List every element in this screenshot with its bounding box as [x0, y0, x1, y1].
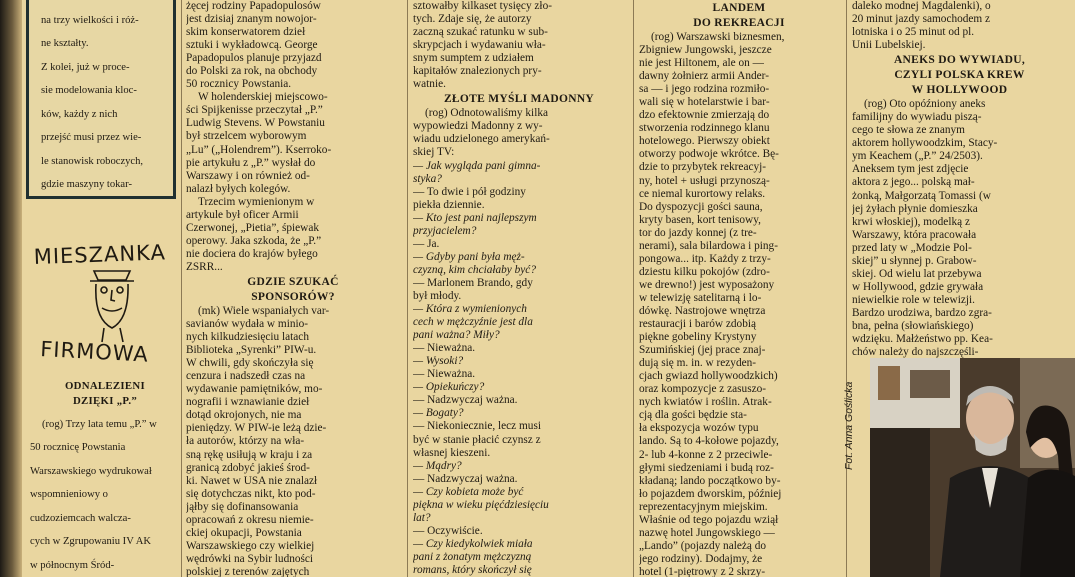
text-line: opracowań z okresu niemie-	[186, 513, 314, 526]
text-line: artykule był oficer Armii	[186, 208, 299, 221]
text-line: Zbigniew Jungowski, jeszcze	[639, 44, 772, 57]
text-line: sie modelowania kloc-	[41, 85, 137, 97]
text-line: 50 rocznicę Powstania	[30, 442, 126, 454]
text-line: niewielkie role w telewizji.	[852, 293, 975, 306]
text-line: był strzelcem wyborowym	[186, 130, 307, 143]
lando-article-body	[639, 31, 839, 577]
sponsors-article-body	[186, 305, 400, 577]
text-line: cenzura i nadszedł czas na	[186, 370, 306, 383]
answer-line: być w stanie płacić czynsz z	[413, 433, 541, 446]
text-line: operowy. Jaka szkoda, że „P.”	[186, 234, 322, 247]
text-line: wspomnieniowy o	[30, 489, 108, 501]
text-line: ła autorów, którzy na wła-	[186, 435, 305, 448]
text-line: restauracji i barów zdobią	[639, 318, 756, 331]
text-line: dawny żołnierz armii Ander-	[639, 70, 769, 83]
text-line: tor do jazdy konnej (z tre-	[639, 226, 757, 239]
text-line: ków, każdy z nich	[41, 108, 118, 120]
lando-heading-2: DO REKREACJI	[693, 17, 785, 29]
question-line: — Opiekuńczy?	[413, 381, 485, 394]
answer-line: — Nieważna.	[413, 342, 476, 355]
answer-line: — Marlonem Brando, gdy	[413, 276, 533, 289]
question-line: romans, który skończył się	[413, 563, 532, 576]
text-line: nych kwiatów i roślin. Atrak-	[639, 396, 772, 409]
text-line: Warszawskiego czy wielkiej	[186, 539, 315, 552]
answer-line: — Niekoniecznie, lecz musi	[413, 420, 541, 433]
text-line: snym sumptem z udziałem	[413, 52, 534, 65]
question-line: — Mądry?	[413, 459, 462, 472]
column-rule	[181, 0, 182, 577]
text-line: głymi siedzeniami i budą roz-	[639, 461, 774, 474]
subscription-paragraph	[413, 0, 625, 91]
question-line: czyzną, kim chciałaby być?	[413, 263, 536, 276]
column-rule	[846, 0, 847, 577]
text-line: cych w Zgrupowaniu IV AK	[30, 536, 152, 548]
text-line: dzie to przybytek rekreacyj-	[639, 161, 767, 174]
text-line: jego rodziny). Dodajmy, że	[639, 552, 763, 565]
text-line: (rog) Odnotowaliśmy kilka	[425, 107, 548, 120]
left-article-title-1: ODNALEZIENI	[64, 380, 146, 392]
text-line: Warszawy, która pracowała	[852, 228, 977, 241]
text-line: w północnym Śród-	[30, 559, 115, 571]
left-article-body	[30, 419, 180, 577]
text-line: Czerwonej, „Pietia”, śpiewak	[186, 221, 320, 234]
text-line: „Lu” („Holendrem”). Kserroko-	[186, 143, 332, 156]
text-line: Unii Lubelskiej.	[852, 39, 926, 52]
answer-line: własnej kieszeni.	[413, 446, 491, 459]
text-line: familijny do wywiadu piszą-	[852, 111, 982, 124]
photo-credit: Fot. Anna Goślicka	[843, 381, 855, 470]
question-line: — Jak wygląda pani gimna-	[413, 159, 541, 172]
text-line: otworzy podwoje wkrótce. Bę-	[639, 148, 779, 161]
text-line: chów należy do najszczęśli-	[852, 346, 979, 359]
text-line: ki. Nawet w USA nie znalazł	[186, 474, 318, 487]
answer-line: — To dwie i pół godziny	[413, 185, 526, 198]
question-line: — Która z wymienionych	[413, 303, 527, 316]
text-line: hotel (1-piętrowy z 2 skrzy-	[639, 565, 766, 577]
text-line: (rog) Oto opóźniony aneks	[864, 98, 986, 111]
question-line: — Czy kiedykolwiek miała	[413, 537, 533, 550]
text-line: pongowa... itp. Każdy z trzy-	[639, 252, 771, 265]
text-line: 2- lub 4-konne z 2 przeciwle-	[639, 448, 773, 461]
text-line: nalazł byłych kolegów.	[186, 182, 291, 195]
boxed-article-continuation	[26, 0, 176, 199]
text-line: ła ekspozycja wozów typu	[639, 422, 759, 435]
left-article	[30, 378, 180, 577]
text-line: zaczną szukać ratunku w sub-	[413, 26, 548, 39]
column-3	[413, 0, 625, 577]
text-line: jąłby się dofinansowania	[186, 500, 299, 513]
text-line: daleko modnej Magdalenki), o	[852, 0, 991, 12]
text-line: ło pojazdem dworskim, później	[639, 487, 782, 500]
text-line: oraz kompozycje z zasuszo-	[639, 383, 767, 396]
sponsors-heading-2: SPONSORÓW?	[251, 290, 335, 303]
text-line: skiej” u słynnej p. Grabow-	[852, 254, 977, 267]
text-line: Do dyspozycji gości sauna,	[639, 200, 763, 213]
text-line: przejść musi przez wie-	[41, 132, 142, 144]
aneks-heading-1: ANEKS DO WYWIADU,	[893, 54, 1026, 67]
question-line: lat?	[413, 511, 431, 524]
madonna-intro	[413, 107, 625, 159]
text-line: skiej TV:	[413, 146, 455, 159]
text-line: dziestu kilku pokojów (zdro-	[639, 265, 770, 278]
couple-photograph	[870, 358, 1075, 577]
text-line: „Lando” (pojazdy należą do	[639, 539, 767, 552]
question-line: przyjacielem?	[413, 224, 477, 237]
aneks-heading-2: CZYLI POLSKA KREW	[894, 69, 1025, 82]
question-line: cech w mężczyźnie jest dla	[413, 316, 533, 329]
text-line: ckiej okupacji, Powstania	[186, 526, 302, 539]
boxed-article-text	[41, 15, 167, 199]
text-line: W holenderskiej miejscowo-	[198, 91, 328, 104]
text-line: sa — i jego rodzina rozmiło-	[639, 83, 770, 96]
text-line: cją dla gości będzie sta-	[639, 409, 747, 422]
answer-line: był młody.	[413, 289, 462, 302]
question-line: pani ważna? Miły?	[413, 329, 500, 342]
text-line: cudzoziemcach walcza-	[30, 512, 131, 524]
text-line: kapitałów znalezionych pry-	[413, 65, 542, 78]
text-line: Ludwig Stevens. W Powstaniu	[186, 117, 325, 130]
text-line: granicą zdobyć jakieś środ-	[186, 461, 310, 474]
text-line: ne kształty.	[41, 38, 89, 50]
text-line: gdzie maszyny tokar-	[41, 179, 132, 191]
text-line: żęcej rodziny Papadopulosów	[186, 0, 321, 12]
column-rule	[407, 0, 408, 577]
text-line: savianów wydała w minio-	[186, 318, 309, 331]
column-4	[639, 0, 839, 577]
answer-line: — Oczywiście.	[413, 524, 483, 537]
text-line: Aneksem tym jest zdjęcie	[852, 163, 969, 176]
text-line: w telewizję satelitarną i lo-	[639, 291, 762, 304]
text-line: (rog) Warszawski biznesmen,	[651, 31, 785, 43]
text-line: watnie.	[413, 78, 446, 91]
lando-heading-1: LANDEM	[712, 2, 766, 14]
left-article-title-2: DZIĘKI „P.”	[72, 395, 138, 407]
mieszanka-firmowa-logo	[32, 224, 182, 374]
text-line: cego te słowa ze znanym	[852, 124, 965, 137]
question-line: piękna w wieku pięćdziesięciu	[413, 498, 549, 511]
logo-bottom-text: FIRMOWA	[39, 337, 150, 367]
question-line: styka?	[413, 172, 442, 185]
text-line: dówkę. Nastrojowe wnętrza	[639, 304, 766, 317]
stevens-paragraph	[186, 91, 400, 195]
text-line: pieniędzy. W PIW-ie leżą dzie-	[186, 422, 327, 435]
question-line: — Kto jest pani najlepszym	[413, 211, 537, 224]
text-line: Z kolei, już w proce-	[41, 61, 130, 73]
papadopulos-paragraph	[186, 0, 400, 91]
text-line: żonką, Małgorzatą Tomassi (w	[852, 189, 991, 202]
answer-line: — Nadzwyczaj ważna.	[413, 472, 518, 485]
text-line: we drewno!) jest wyposażony	[639, 278, 775, 291]
text-line: pie artykułu z „P.” wysłał do	[186, 156, 316, 169]
text-line: (rog) Trzy lata temu „P.” w	[42, 418, 157, 430]
text-line: polskiej z terenów zajętych	[186, 565, 310, 577]
madonna-dialog	[413, 160, 625, 577]
text-line: jej żyłach płynie domieszka	[852, 202, 978, 215]
text-line: dotąd okrojonych, nie ma	[186, 409, 302, 422]
text-line: sztuki i wykładowcą. George	[186, 39, 318, 52]
text-line: (mk) Wiele wspaniałych var-	[198, 304, 330, 317]
text-line: nie dociera do krajów byłego	[186, 247, 318, 260]
text-line: wędrówki na Sybir ludności	[186, 552, 314, 565]
text-line: sztowałby kilkaset tysięcy zło-	[413, 0, 552, 12]
text-line: w Hollywood, gdzie grywała	[852, 280, 984, 293]
madonna-heading: ZŁOTE MYŚLI MADONNY	[443, 93, 595, 106]
answer-line: — Nadzwyczaj ważna.	[413, 394, 518, 407]
text-line: tych. Zdaje się, że autorzy	[413, 13, 532, 26]
text-line: le stanowisk roboczych,	[41, 155, 144, 167]
column-5	[852, 0, 1067, 360]
text-line: skim konserwatorem dzieł	[186, 26, 306, 39]
text-line: ym Keachem („P.” 24/2503).	[852, 150, 983, 163]
answer-line: — Ja.	[413, 237, 440, 250]
text-line: Biblioteka „Syrenki” PIW-u.	[186, 344, 317, 357]
text-line: wali się w hotelarstwie i bar-	[639, 96, 770, 109]
text-line: się dotychczas nikt, kto pod-	[186, 487, 316, 500]
text-line: wiadu udzielonego amerykań-	[413, 133, 550, 146]
text-line: jest dzisiaj znanym nowojor-	[186, 13, 317, 26]
text-line: kładaną; lando początkowo by-	[639, 474, 781, 487]
text-line: aktorem hollywoodzkim, Stacy-	[852, 137, 998, 150]
text-line: ny, hotel + usługi przynoszą-	[639, 174, 770, 187]
column-2	[186, 0, 400, 577]
sponsors-heading-1: GDZIE SZUKAĆ	[247, 275, 339, 288]
question-line: — Czy kobieta może być	[413, 485, 524, 498]
text-line: stworzenia rodzinnego klanu	[639, 122, 770, 135]
text-line: hotelowego. Pierwszy obiekt	[639, 135, 770, 148]
text-line: reprezentacyjnym miejskim.	[639, 500, 768, 513]
text-line: skrypcjach i wydawaniu wła-	[413, 39, 546, 52]
text-line: Trzecim wymienionym w	[198, 195, 315, 208]
aneks-article-body	[852, 98, 1067, 360]
question-line: — Wysoki?	[413, 355, 464, 368]
text-line: Właśnie od tego pojazdu wziął	[639, 513, 779, 526]
text-line: wypowiedzi Madonny z wy-	[413, 120, 543, 133]
text-line: na trzy wielkości i róż-	[41, 14, 139, 26]
text-line: aktora z jego... polską mał-	[852, 176, 975, 189]
text-line: nazwę hotel Jungowskiego —	[639, 526, 775, 539]
text-line: ZSRR...	[186, 260, 223, 273]
text-line: skiej. Od wielu lat przebywa	[852, 267, 982, 280]
text-line: nych kilkudziesięciu latach	[186, 331, 309, 344]
aneks-heading-3: W HOLLYWOOD	[911, 84, 1008, 97]
question-line: — Bogaty?	[413, 407, 464, 420]
text-line: krwi włoskiej), modelką z	[852, 215, 970, 228]
text-line: wydawanie pamiętników, mo-	[186, 383, 323, 396]
face-sketch-icon	[90, 271, 134, 342]
text-line: Warszawy i on również od-	[186, 169, 310, 182]
text-line: lotniska i o 25 minut od pl.	[852, 26, 975, 39]
text-line: Bardzo urodziwa, bardzo zgra-	[852, 306, 992, 319]
lando-article-end	[852, 0, 1067, 52]
logo-top-text: MIESZANKA	[33, 240, 167, 269]
text-line: W chwili, gdy skończyła się	[186, 357, 314, 370]
pietia-paragraph	[186, 196, 400, 274]
text-line: dzo efektownie zmierzają do	[639, 109, 770, 122]
answer-line: piekła dziennie.	[413, 198, 485, 211]
question-line: — Gdyby pani była męż-	[413, 250, 525, 263]
text-line: ce niemal kurortowy relaks.	[639, 187, 766, 200]
text-line: Papadopulos planuje przyjazd	[186, 52, 322, 65]
text-line: przed laty w „Modzie Pol-	[852, 241, 972, 254]
text-line: lando. Są to 4-kołowe pojazdy,	[639, 435, 779, 448]
text-line: nerami), sala bilardowa i ping-	[639, 239, 778, 252]
question-line: pani z żonatym mężczyzną	[413, 550, 532, 563]
answer-line: — Nieważna.	[413, 368, 476, 381]
text-line: wdzięku. Małżeństwo pp. Kea-	[852, 333, 993, 346]
text-line: do Polski za rok, na obchody	[186, 65, 318, 78]
text-line: kryty basen, kort tenisowy,	[639, 213, 761, 226]
text-line: Warszawskiego wydrukował	[30, 465, 152, 477]
text-line: cjach gwiazd hollywoodzkich)	[639, 370, 778, 383]
text-line: 20 minut jazdy samochodem z	[852, 13, 991, 26]
text-line: piękne gobeliny Krystyny	[639, 331, 757, 344]
text-line: sną rękę usiłują w kraju i za	[186, 448, 313, 461]
text-line: dują się m. in. w rezyden-	[639, 357, 757, 370]
text-line: nografii i wznawianie dzieł	[186, 396, 310, 409]
text-line: nie jest Hiltonem, ale on —	[639, 57, 764, 70]
text-line: 50 rocznicy Powstania.	[186, 78, 292, 91]
text-line: ści Spijkenisse przeczytał „P.”	[186, 104, 323, 117]
binding-spine	[0, 0, 22, 577]
text-line: Szumińskiej (jej prace znaj-	[639, 344, 766, 357]
text-line: bna, pełna (słowiańskiego)	[852, 319, 974, 332]
column-rule	[633, 0, 634, 577]
